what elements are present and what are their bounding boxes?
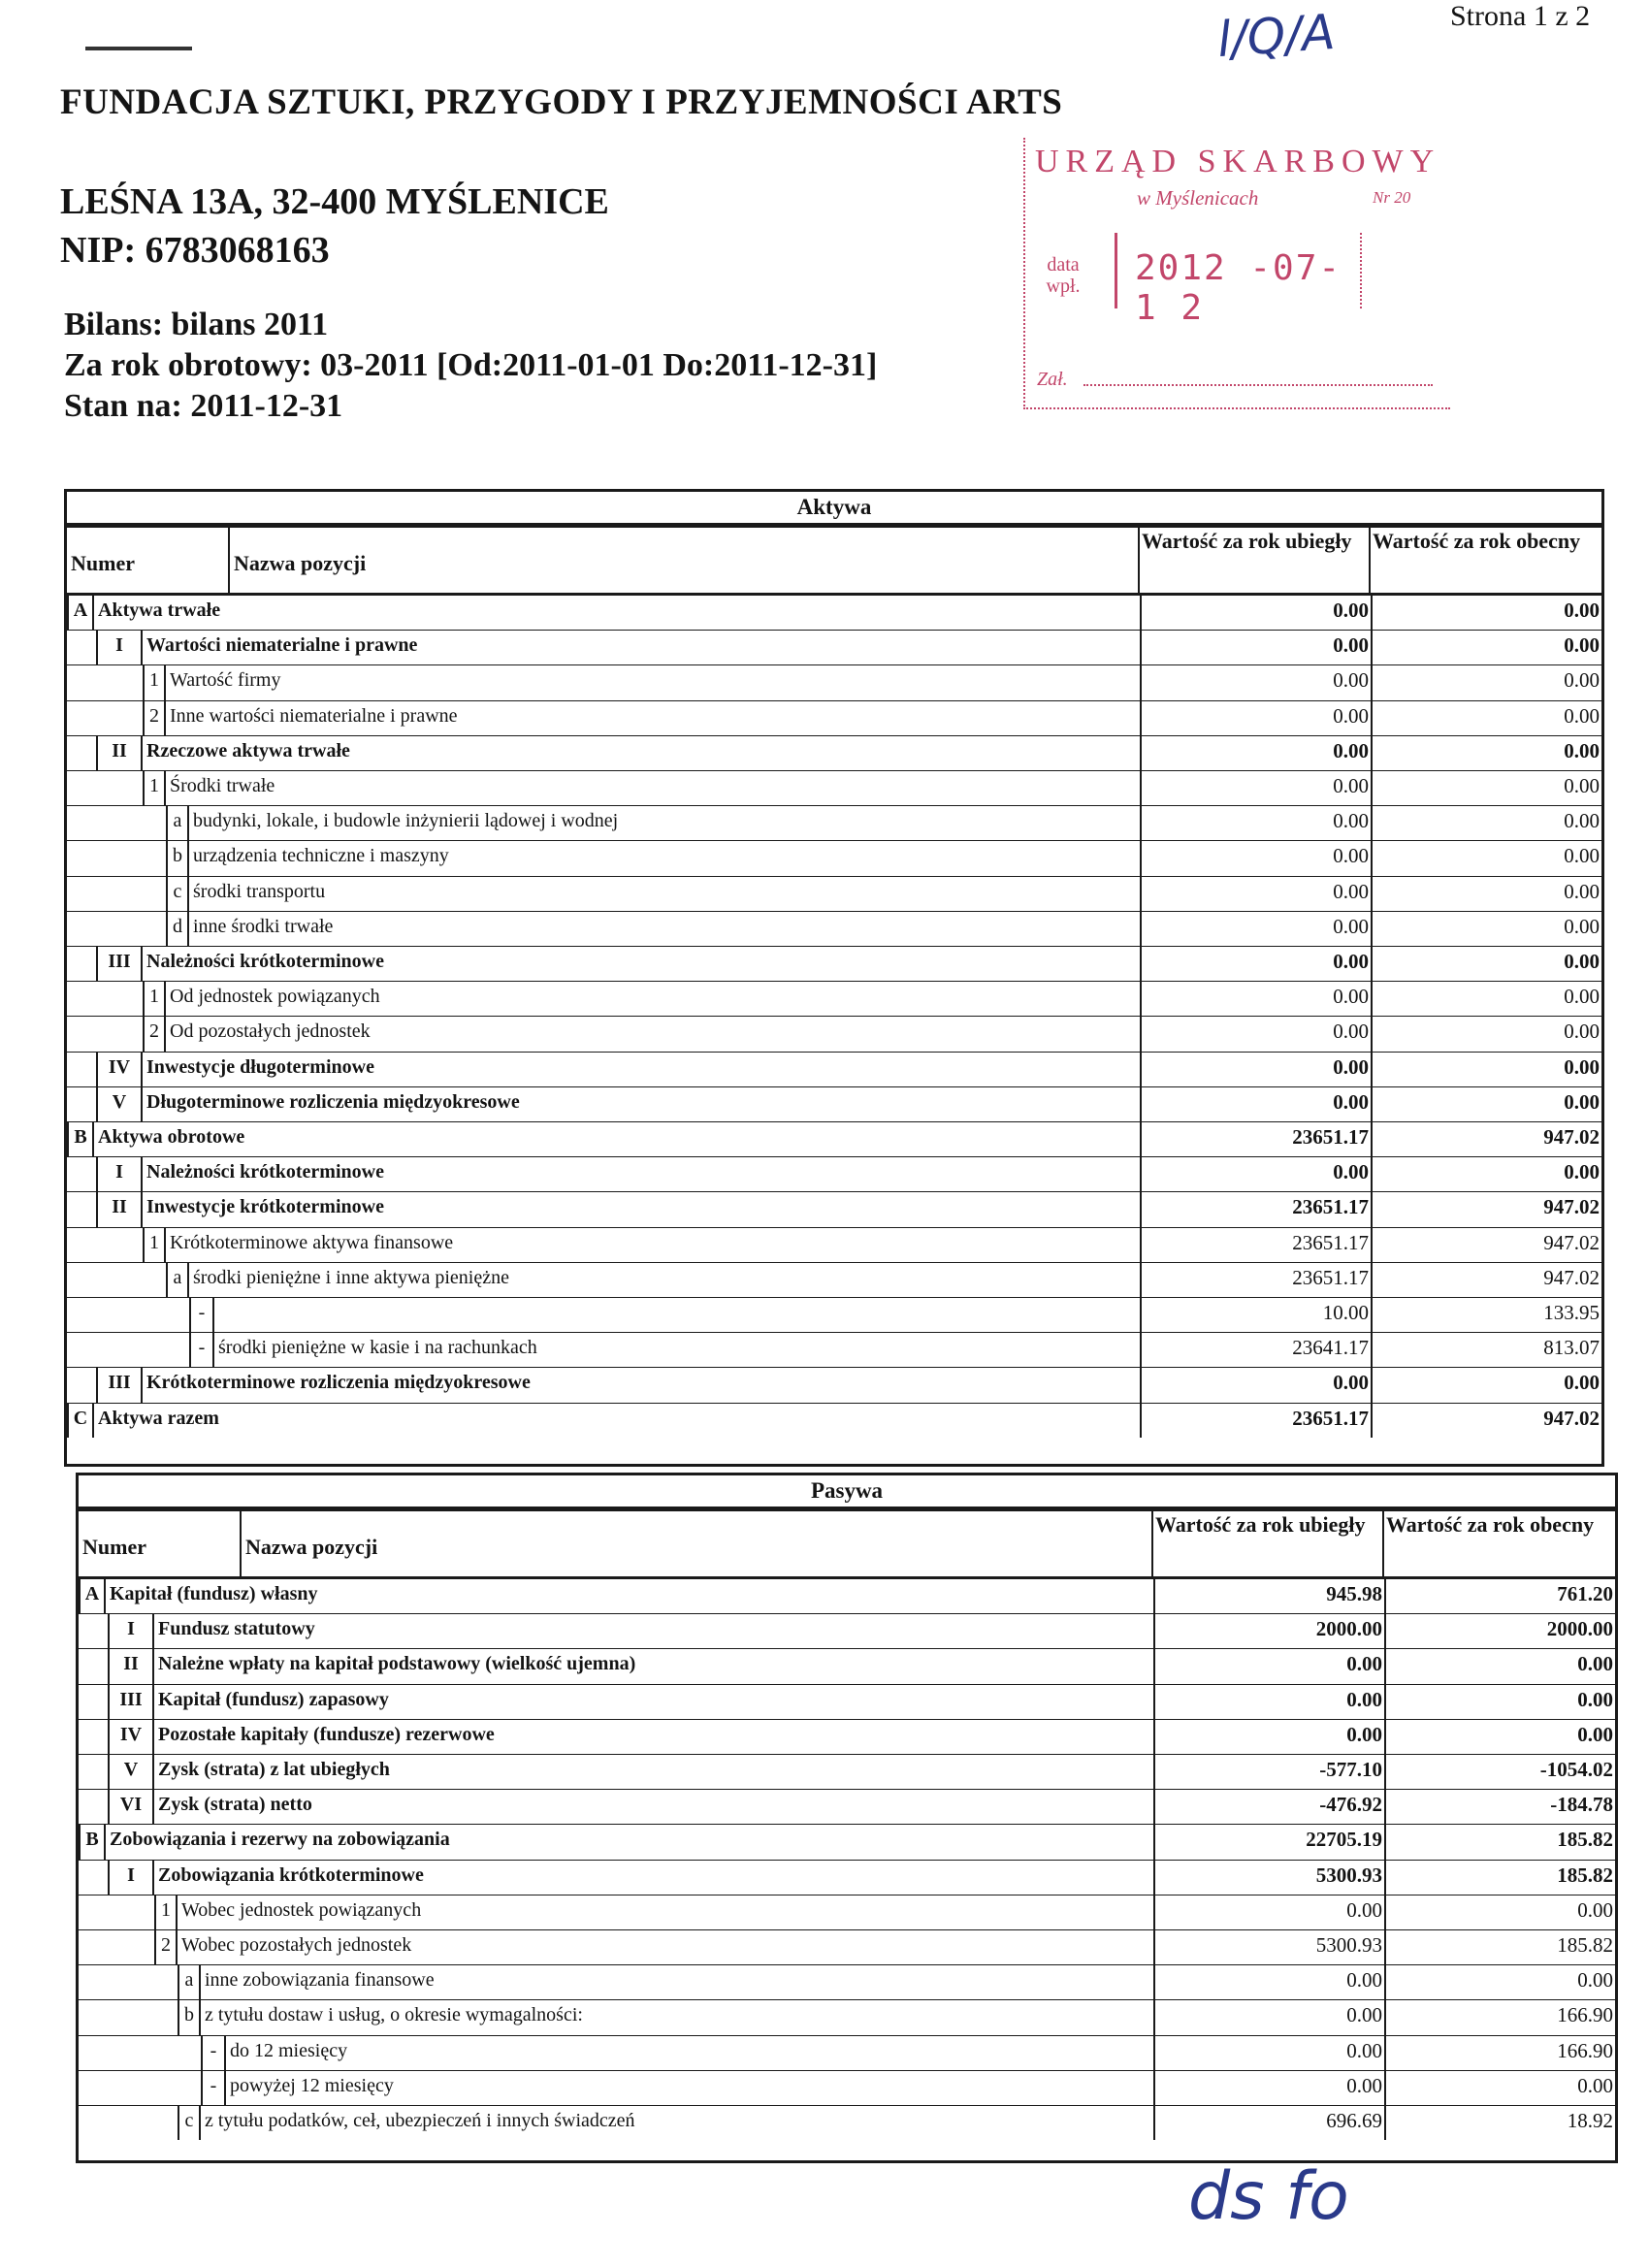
row-curr-value: 0.00	[1384, 1895, 1615, 1929]
row-prev-value: 0.00	[1140, 1016, 1371, 1051]
row-prev-value: 0.00	[1153, 2035, 1384, 2070]
pasywa-row	[79, 1999, 1615, 2034]
header-prev-year: Wartość za rok ubiegły	[1140, 528, 1371, 593]
row-code: I	[96, 631, 143, 664]
row-label-cell	[67, 1297, 1140, 1332]
row-code: II	[96, 1192, 143, 1226]
row-label-cell	[67, 876, 1140, 911]
pasywa-row	[79, 1929, 1615, 1964]
row-label-cell	[79, 1895, 1153, 1929]
stamp-city: w Myślenicach	[1137, 186, 1259, 210]
row-label-cell	[79, 1789, 1153, 1824]
row-curr-value: 947.02	[1371, 1262, 1601, 1297]
aktywa-row	[67, 664, 1601, 699]
row-prev-value: 945.98	[1153, 1578, 1384, 1613]
top-rule	[85, 47, 192, 50]
fiscal-year: Za rok obrotowy: 03-2011 [Od:2011-01-01 Do:2011-12-31]	[64, 347, 878, 383]
row-label-cell	[79, 1929, 1153, 1964]
stamp-attachments: Zał.	[1037, 369, 1068, 390]
row-label: Środki trwałe	[170, 775, 275, 796]
row-label: Wartości niematerialne i prawne	[146, 634, 418, 657]
row-label-cell	[79, 1578, 1153, 1613]
row-label-cell	[79, 2105, 1153, 2140]
row-label: Fundusz statutowy	[158, 1618, 315, 1640]
row-label-cell	[67, 1156, 1140, 1191]
row-code: 1	[154, 1895, 178, 1929]
row-curr-value: 185.82	[1384, 1929, 1615, 1964]
stamp-number: Nr 20	[1373, 188, 1411, 207]
bilans-name: Bilans: bilans 2011	[64, 307, 329, 342]
row-code: B	[67, 1122, 94, 1156]
row-label: Inwestycje długoterminowe	[146, 1055, 374, 1078]
row-code: III	[96, 947, 143, 981]
row-label-cell	[79, 1860, 1153, 1895]
row-prev-value: 0.00	[1140, 911, 1371, 946]
row-label-cell	[67, 735, 1140, 770]
row-curr-value: 0.00	[1371, 630, 1601, 664]
row-label: środki transportu	[193, 880, 326, 902]
row-curr-value: 0.00	[1384, 1964, 1615, 1999]
row-curr-value: 0.00	[1384, 2070, 1615, 2105]
row-label-cell	[67, 981, 1140, 1016]
row-code: 2	[154, 1930, 178, 1964]
row-prev-value: 0.00	[1153, 2070, 1384, 2105]
row-curr-value: 133.95	[1371, 1297, 1601, 1332]
row-prev-value: -476.92	[1153, 1789, 1384, 1824]
row-prev-value: 0.00	[1140, 595, 1371, 630]
aktywa-row	[67, 946, 1601, 981]
row-curr-value: 0.00	[1371, 700, 1601, 735]
stamp-date-box	[1115, 233, 1362, 328]
row-prev-value: 0.00	[1140, 946, 1371, 981]
row-prev-value: 696.69	[1153, 2105, 1384, 2140]
row-code: A	[79, 1579, 106, 1613]
row-label-cell	[79, 1684, 1153, 1719]
aktywa-row	[67, 1121, 1601, 1156]
row-curr-value: 0.00	[1371, 595, 1601, 630]
row-prev-value: 0.00	[1140, 1367, 1371, 1402]
row-code: I	[96, 1157, 143, 1191]
row-curr-value: 0.00	[1384, 1684, 1615, 1719]
row-label: z tytułu podatków, ceł, ubezpieczeń i innych świadczeń	[205, 2110, 635, 2131]
aktywa-row	[67, 840, 1601, 875]
stamp-date: 2012 -07- 1 2	[1135, 248, 1342, 328]
row-prev-value: 23651.17	[1140, 1227, 1371, 1262]
row-code: III	[108, 1685, 154, 1719]
aktywa-row	[67, 1191, 1601, 1226]
row-label: środki pieniężne w kasie i na rachunkach	[218, 1337, 537, 1359]
header-nazwa: Nazwa pozycji	[230, 528, 1140, 593]
row-label-cell	[79, 1824, 1153, 1859]
row-prev-value: -577.10	[1153, 1754, 1384, 1789]
row-code: b	[166, 841, 189, 875]
row-label-cell	[67, 1332, 1140, 1367]
row-prev-value: 23641.17	[1140, 1332, 1371, 1367]
row-curr-value: 0.00	[1384, 1719, 1615, 1754]
row-label-cell	[79, 1648, 1153, 1683]
row-label: Od jednostek powiązanych	[170, 986, 380, 1008]
row-code: -	[201, 2036, 226, 2070]
row-code: II	[108, 1649, 154, 1683]
row-label-cell	[67, 700, 1140, 735]
row-code: 1	[143, 665, 166, 699]
row-curr-value: 0.00	[1371, 981, 1601, 1016]
row-label: Długoterminowe rozliczenia międzyokresowe	[146, 1090, 520, 1113]
row-code: c	[166, 877, 189, 911]
aktywa-row	[67, 1262, 1601, 1297]
row-code: 2	[143, 1017, 166, 1051]
row-prev-value: 23651.17	[1140, 1403, 1371, 1438]
row-prev-value: 2000.00	[1153, 1613, 1384, 1648]
row-curr-value: 0.00	[1371, 664, 1601, 699]
header-curr-year: Wartość za rok obecny	[1373, 529, 1581, 553]
row-curr-value: 947.02	[1371, 1191, 1601, 1226]
row-label: urządzenia techniczne i maszyny	[193, 845, 449, 867]
row-label: Kapitał (fundusz) zapasowy	[158, 1688, 389, 1710]
row-label: Zobowiązania krótkoterminowe	[158, 1863, 424, 1886]
row-curr-value: 0.00	[1371, 1052, 1601, 1086]
row-code: A	[67, 596, 94, 630]
pasywa-row	[79, 1648, 1615, 1683]
row-label: Zysk (strata) z lat ubiegłych	[158, 1759, 390, 1780]
row-prev-value: 23651.17	[1140, 1121, 1371, 1156]
row-prev-value: 0.00	[1140, 840, 1371, 875]
pasywa-row	[79, 1684, 1615, 1719]
pasywa-row	[79, 2105, 1615, 2140]
tax-office-stamp	[1023, 138, 1450, 409]
organization-nip: NIP: 6783068163	[60, 230, 330, 271]
row-label: Inwestycje krótkoterminowe	[146, 1196, 384, 1218]
row-label-cell	[67, 1016, 1140, 1051]
row-prev-value: 22705.19	[1153, 1824, 1384, 1859]
row-label: Rzeczowe aktywa trwałe	[146, 739, 350, 761]
row-prev-value: 0.00	[1153, 1648, 1384, 1683]
row-code: B	[79, 1825, 106, 1859]
row-label: Od pozostałych jednostek	[170, 1021, 371, 1043]
assets-table	[64, 489, 1604, 1467]
row-curr-value: 0.00	[1371, 1086, 1601, 1121]
aktywa-row	[67, 1227, 1601, 1262]
row-label-cell	[67, 1227, 1140, 1262]
row-label: Krótkoterminowe rozliczenia międzyokresowe	[146, 1372, 531, 1394]
row-curr-value: 0.00	[1384, 1648, 1615, 1683]
row-curr-value: -184.78	[1384, 1789, 1615, 1824]
pasywa-row	[79, 1754, 1615, 1789]
aktywa-row	[67, 1403, 1601, 1438]
row-label: Należne wpłaty na kapitał podstawowy (wielkość ujemna)	[158, 1653, 636, 1675]
row-code: c	[178, 2106, 201, 2140]
row-label: Kapitał (fundusz) własny	[110, 1583, 318, 1604]
row-prev-value: 0.00	[1153, 1719, 1384, 1754]
row-code: -	[189, 1333, 214, 1367]
row-code: -	[201, 2071, 226, 2105]
row-label: inne środki trwałe	[193, 915, 334, 937]
stamp-title: URZĄD SKARBOWY	[1035, 144, 1441, 179]
row-label: budynki, lokale, i budowle inżynierii lądowej i wodnej	[193, 810, 619, 832]
row-prev-value: 0.00	[1140, 981, 1371, 1016]
row-label: z tytułu dostaw i usług, o okresie wymagalności:	[205, 2004, 583, 2026]
row-curr-value: 2000.00	[1384, 1613, 1615, 1648]
row-code: I	[108, 1614, 154, 1648]
row-prev-value: 0.00	[1153, 1684, 1384, 1719]
row-curr-value: 0.00	[1371, 1156, 1601, 1191]
row-prev-value: 5300.93	[1153, 1929, 1384, 1964]
row-prev-value: 0.00	[1140, 1086, 1371, 1121]
aktywa-row	[67, 630, 1601, 664]
row-label: Aktywa obrotowe	[98, 1126, 245, 1148]
row-label-cell	[67, 805, 1140, 840]
row-label: Pozostałe kapitały (fundusze) rezerwowe	[158, 1723, 495, 1745]
pasywa-row	[79, 1789, 1615, 1824]
row-curr-value: 0.00	[1371, 770, 1601, 805]
row-curr-value: -1054.02	[1384, 1754, 1615, 1789]
aktywa-row	[67, 770, 1601, 805]
aktywa-row	[67, 1156, 1601, 1191]
row-label-cell	[79, 1754, 1153, 1789]
row-code: VI	[108, 1790, 154, 1824]
row-code: 2	[143, 701, 166, 735]
row-prev-value: 5300.93	[1153, 1860, 1384, 1895]
row-prev-value: 0.00	[1140, 1052, 1371, 1086]
row-code: a	[166, 1263, 189, 1297]
row-label: inne zobowiązania finansowe	[205, 1969, 435, 1992]
row-curr-value: 947.02	[1371, 1121, 1601, 1156]
row-curr-value: 18.92	[1384, 2105, 1615, 2140]
row-curr-value: 947.02	[1371, 1403, 1601, 1438]
row-code: -	[189, 1298, 214, 1332]
aktywa-row	[67, 1016, 1601, 1051]
stamp-dotted-line	[1083, 384, 1433, 386]
row-label-cell	[67, 911, 1140, 946]
row-label: Zysk (strata) netto	[158, 1794, 312, 1816]
row-prev-value: 0.00	[1140, 664, 1371, 699]
row-label-cell	[67, 1403, 1140, 1438]
row-label-cell	[67, 770, 1140, 805]
row-label-cell	[67, 1086, 1140, 1121]
row-curr-value: 185.82	[1384, 1860, 1615, 1895]
pasywa-row	[79, 1719, 1615, 1754]
row-label-cell	[67, 664, 1140, 699]
row-prev-value: 0.00	[1153, 1964, 1384, 1999]
aktywa-row	[67, 1086, 1601, 1121]
aktywa-row	[67, 700, 1601, 735]
row-prev-value: 0.00	[1140, 876, 1371, 911]
row-code: II	[96, 736, 143, 770]
page-number: Strona 1 z 2	[1450, 0, 1591, 32]
row-prev-value: 10.00	[1140, 1297, 1371, 1332]
row-prev-value: 0.00	[1153, 1999, 1384, 2034]
pasywa-row	[79, 2035, 1615, 2070]
pasywa-row	[79, 1578, 1615, 1613]
organization-name: FUNDACJA SZTUKI, PRZYGODY I PRZYJEMNOŚCI ARTS	[60, 82, 1063, 122]
row-label-cell	[79, 1613, 1153, 1648]
stamp-date-label: data wpł.	[1046, 254, 1081, 297]
handwritten-signature: ds fo	[1188, 2158, 1349, 2235]
row-label: Zobowiązania i rezerwy na zobowiązania	[110, 1829, 450, 1851]
row-code: I	[108, 1861, 154, 1895]
row-label: Należności krótkoterminowe	[146, 1161, 384, 1183]
aktywa-row	[67, 1297, 1601, 1332]
row-prev-value: 0.00	[1140, 735, 1371, 770]
row-code: C	[67, 1404, 94, 1438]
row-curr-value: 0.00	[1371, 911, 1601, 946]
row-code: IV	[108, 1720, 154, 1754]
pasywa-row	[79, 1824, 1615, 1859]
row-code: d	[166, 912, 189, 946]
row-label-cell	[67, 1367, 1140, 1402]
liabilities-header-row	[79, 1511, 1615, 1578]
row-curr-value: 0.00	[1371, 1016, 1601, 1051]
row-label: Aktywa razem	[98, 1407, 219, 1429]
row-label-cell	[67, 946, 1140, 981]
aktywa-row	[67, 595, 1601, 630]
row-prev-value: 0.00	[1153, 1895, 1384, 1929]
row-label-cell	[67, 1052, 1140, 1086]
row-curr-value: 0.00	[1371, 1367, 1601, 1402]
row-label-cell	[67, 595, 1140, 630]
organization-address: LEŚNA 13A, 32-400 MYŚLENICE	[60, 181, 609, 222]
aktywa-row	[67, 876, 1601, 911]
handwritten-initials: l/Q/A	[1215, 3, 1338, 69]
row-label-cell	[67, 630, 1140, 664]
assets-header-row	[67, 528, 1601, 595]
row-label: do 12 miesięcy	[230, 2039, 348, 2061]
header-numer: Numer	[67, 528, 230, 593]
header-curr-year: Wartość za rok obecny	[1386, 1512, 1595, 1537]
liabilities-table-title: Pasywa	[79, 1475, 1615, 1511]
row-label-cell	[67, 1121, 1140, 1156]
row-code: a	[178, 1965, 201, 1999]
row-curr-value: 0.00	[1371, 805, 1601, 840]
row-label: Należności krótkoterminowe	[146, 951, 384, 972]
row-code: 1	[143, 1228, 166, 1262]
row-label: Krótkoterminowe aktywa finansowe	[170, 1231, 454, 1253]
row-curr-value: 185.82	[1384, 1824, 1615, 1859]
pasywa-row	[79, 1860, 1615, 1895]
aktywa-row	[67, 1052, 1601, 1086]
row-curr-value: 0.00	[1371, 840, 1601, 875]
aktywa-row	[67, 911, 1601, 946]
row-label: Aktywa trwałe	[98, 599, 221, 621]
row-code: V	[108, 1755, 154, 1789]
pasywa-row	[79, 1964, 1615, 1999]
pasywa-row	[79, 1613, 1615, 1648]
assets-table-title: Aktywa	[67, 492, 1601, 528]
row-code: V	[96, 1087, 143, 1121]
row-prev-value: 23651.17	[1140, 1191, 1371, 1226]
row-curr-value: 0.00	[1371, 946, 1601, 981]
row-label: powyżej 12 miesięcy	[230, 2074, 394, 2096]
row-label-cell	[79, 1999, 1153, 2034]
row-curr-value: 0.00	[1371, 876, 1601, 911]
row-code: 1	[143, 771, 166, 805]
row-code: 1	[143, 982, 166, 1016]
liabilities-table	[76, 1473, 1618, 2163]
row-label: Wartość firmy	[170, 669, 281, 692]
aktywa-row	[67, 981, 1601, 1016]
row-label-cell	[67, 840, 1140, 875]
aktywa-row	[67, 1367, 1601, 1402]
row-label: Wobec jednostek powiązanych	[181, 1898, 422, 1921]
row-label-cell	[79, 2070, 1153, 2105]
row-code: b	[178, 2000, 201, 2034]
row-curr-value: 947.02	[1371, 1227, 1601, 1262]
row-prev-value: 0.00	[1140, 630, 1371, 664]
row-label: środki pieniężne i inne aktywa pieniężne	[193, 1266, 509, 1288]
aktywa-row	[67, 735, 1601, 770]
row-prev-value: 0.00	[1140, 1156, 1371, 1191]
row-code: a	[166, 806, 189, 840]
header-prev-year: Wartość za rok ubiegły	[1153, 1511, 1384, 1576]
row-label-cell	[79, 2035, 1153, 2070]
row-code: III	[96, 1368, 143, 1402]
row-prev-value: 0.00	[1140, 700, 1371, 735]
row-label-cell	[79, 1719, 1153, 1754]
row-prev-value: 0.00	[1140, 805, 1371, 840]
balance-date: Stan na: 2011-12-31	[64, 388, 343, 424]
row-curr-value: 166.90	[1384, 1999, 1615, 2034]
pasywa-row	[79, 1895, 1615, 1929]
row-code: IV	[96, 1053, 143, 1086]
row-label-cell	[79, 1964, 1153, 1999]
row-label: Wobec pozostałych jednostek	[181, 1934, 412, 1956]
row-curr-value: 813.07	[1371, 1332, 1601, 1367]
row-label-cell	[67, 1191, 1140, 1226]
row-curr-value: 166.90	[1384, 2035, 1615, 2070]
header-numer: Numer	[79, 1511, 242, 1576]
row-prev-value: 23651.17	[1140, 1262, 1371, 1297]
row-prev-value: 0.00	[1140, 770, 1371, 805]
row-label-cell	[67, 1262, 1140, 1297]
row-curr-value: 761.20	[1384, 1578, 1615, 1613]
row-label: Inne wartości niematerialne i prawne	[170, 704, 458, 727]
row-curr-value: 0.00	[1371, 735, 1601, 770]
pasywa-row	[79, 2070, 1615, 2105]
aktywa-row	[67, 805, 1601, 840]
header-nazwa: Nazwa pozycji	[242, 1511, 1153, 1576]
aktywa-row	[67, 1332, 1601, 1367]
